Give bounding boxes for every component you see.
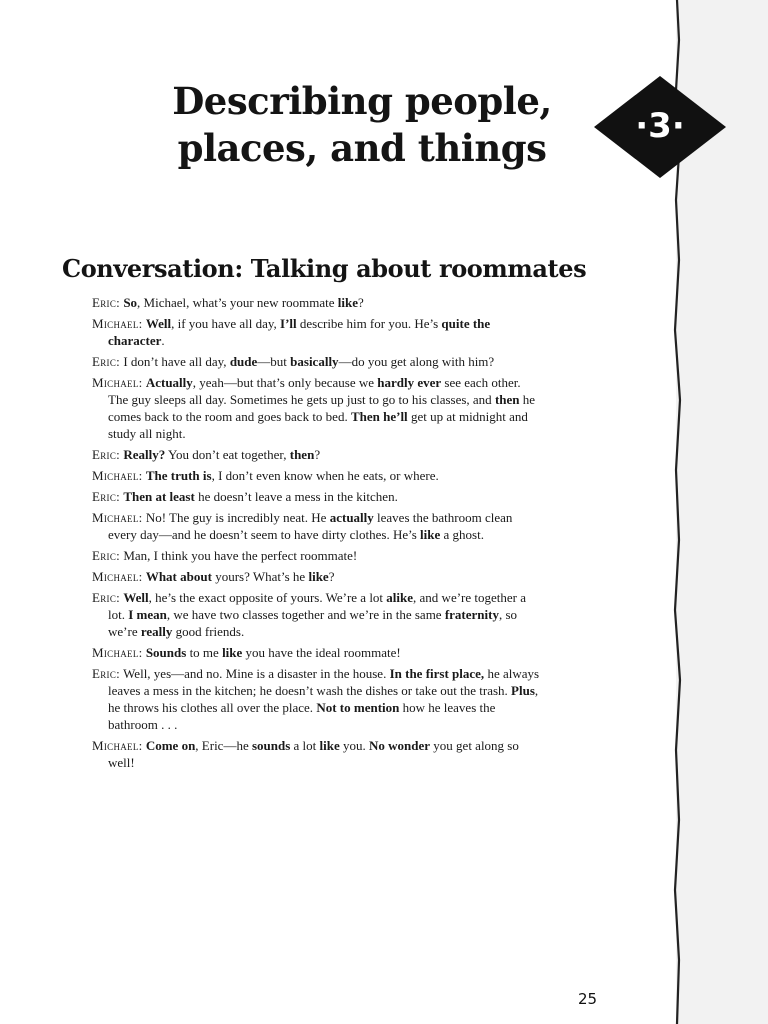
bold-phrase: then bbox=[289, 447, 315, 462]
speaker-name: Eric: bbox=[92, 354, 121, 369]
chapter-title-line: places, and things bbox=[177, 126, 547, 170]
page-number: 25 bbox=[578, 990, 598, 1008]
text-segment: see each other. The guy sleeps all day. Sometimes he gets up just to go to his classes, and bbox=[108, 375, 521, 407]
text-segment: . bbox=[161, 333, 165, 348]
dialogue-text bbox=[108, 666, 539, 732]
bold-phrase: I’ll bbox=[280, 316, 297, 331]
text-segment: you have the ideal roommate! bbox=[242, 645, 401, 660]
bold-phrase: dude bbox=[229, 354, 258, 369]
speaker-name: Eric: bbox=[92, 295, 121, 310]
bold-phrase: No wonder bbox=[369, 738, 431, 753]
dialogue-turn bbox=[92, 446, 540, 463]
bold-phrase: Well bbox=[145, 316, 172, 331]
bold-phrase: Actually bbox=[145, 375, 193, 390]
text-segment: , yeah—but that’s only because we bbox=[192, 375, 378, 390]
text-segment: , he throws his clothes all over the place. bbox=[108, 683, 539, 715]
speaker-name: Michael: bbox=[92, 510, 143, 525]
speaker-name: Eric: bbox=[92, 489, 121, 504]
dialogue-text bbox=[108, 510, 512, 542]
bold-phrase: like bbox=[337, 295, 359, 310]
speaker-name: Michael: bbox=[92, 468, 143, 483]
text-segment: leaves the bathroom clean every day—and he doesn’t seem to have dirty clothes. He’s bbox=[108, 510, 513, 542]
text-segment: ? bbox=[314, 447, 321, 462]
bold-phrase: like bbox=[420, 527, 441, 542]
dialogue-turn bbox=[92, 467, 540, 484]
bold-phrase: actually bbox=[329, 510, 374, 525]
dialogue-turn bbox=[92, 315, 540, 349]
speaker-name: Michael: bbox=[92, 738, 143, 753]
text-segment: good friends. bbox=[172, 624, 245, 639]
text-segment: he comes back to the room and goes back to bed. bbox=[108, 392, 536, 424]
dialogue-text bbox=[123, 447, 320, 462]
bold-phrase: In the first place, bbox=[389, 666, 485, 681]
chapter-number: ·3· bbox=[635, 106, 685, 146]
dialogue-turn bbox=[92, 568, 540, 585]
bold-phrase: I mean bbox=[128, 607, 167, 622]
text-segment: , so we’re bbox=[108, 607, 518, 639]
text-segment: , if you have all day, bbox=[171, 316, 281, 331]
bold-phrase: Plus bbox=[511, 683, 535, 698]
text-segment: ? bbox=[358, 295, 364, 310]
speaker-name: Eric: bbox=[92, 447, 121, 462]
dialogue-text bbox=[108, 316, 490, 348]
dialogue-turn bbox=[92, 353, 540, 370]
speaker-name: Michael: bbox=[92, 375, 143, 390]
bold-phrase: Sounds bbox=[145, 645, 187, 660]
text-segment: a ghost. bbox=[440, 527, 484, 542]
bold-phrase: like bbox=[319, 738, 340, 753]
text-segment: No! The guy is incredibly neat. He bbox=[145, 510, 330, 525]
bold-phrase: What about bbox=[145, 569, 212, 584]
bold-phrase: Not to mention bbox=[316, 700, 400, 715]
dialogue-text bbox=[123, 489, 398, 504]
bold-phrase: then bbox=[494, 392, 520, 407]
bold-phrase: like bbox=[308, 569, 329, 584]
text-segment: Man, I think you have the perfect roommate! bbox=[123, 548, 358, 563]
text-segment: describe him for you. He’s bbox=[296, 316, 442, 331]
bold-phrase: Well bbox=[123, 590, 149, 605]
dialogue-turn bbox=[92, 644, 540, 661]
dialogue-text bbox=[123, 548, 357, 563]
speaker-name: Michael: bbox=[92, 316, 143, 331]
text-segment: , I don’t even know when he eats, or where. bbox=[211, 468, 439, 483]
dialogue bbox=[92, 294, 540, 775]
text-segment: Well, yes—and no. Mine is a disaster in the house. bbox=[123, 666, 390, 681]
bold-phrase: Come on bbox=[145, 738, 196, 753]
dialogue-text bbox=[123, 295, 363, 310]
bold-phrase: really bbox=[140, 624, 173, 639]
dialogue-text bbox=[146, 569, 335, 584]
bold-phrase: like bbox=[222, 645, 243, 660]
section-heading: Conversation: Talking about roommates bbox=[62, 254, 587, 283]
dialogue-text bbox=[146, 645, 401, 660]
dialogue-turn bbox=[92, 547, 540, 564]
dialogue-turn bbox=[92, 509, 540, 543]
bold-phrase: Then he’ll bbox=[350, 409, 408, 424]
text-segment: , we have two classes together and we’re in the same bbox=[166, 607, 445, 622]
bold-phrase: sounds bbox=[251, 738, 291, 753]
dialogue-turn bbox=[92, 488, 540, 505]
dialogue-text bbox=[123, 354, 494, 369]
text-segment: I don’t have all day, bbox=[123, 354, 230, 369]
dialogue-text bbox=[108, 590, 526, 639]
text-segment: —do you get along with him? bbox=[338, 354, 495, 369]
speaker-name: Michael: bbox=[92, 569, 143, 584]
speaker-name: Eric: bbox=[92, 666, 121, 681]
text-segment: a lot bbox=[290, 738, 320, 753]
dialogue-turn bbox=[92, 374, 540, 442]
text-segment: You don’t eat together, bbox=[165, 447, 290, 462]
chapter-title bbox=[152, 78, 572, 172]
text-segment: to me bbox=[186, 645, 223, 660]
bold-phrase: Then at least bbox=[123, 489, 195, 504]
bold-phrase: hardly ever bbox=[377, 375, 442, 390]
text-segment: —but bbox=[257, 354, 291, 369]
dialogue-turn bbox=[92, 737, 540, 771]
bold-phrase: quite the character bbox=[108, 316, 491, 348]
text-segment: , Eric—he bbox=[195, 738, 252, 753]
text-segment: , Michael, what’s your new roommate bbox=[137, 295, 338, 310]
dialogue-turn bbox=[92, 589, 540, 640]
dialogue-turn bbox=[92, 294, 540, 311]
dialogue-text bbox=[108, 375, 535, 441]
text-segment: yours? What’s he bbox=[211, 569, 309, 584]
dialogue-text bbox=[146, 468, 439, 483]
dialogue-turn bbox=[92, 665, 540, 733]
bold-phrase: Really? bbox=[123, 447, 166, 462]
speaker-name: Michael: bbox=[92, 645, 143, 660]
bold-phrase: The truth is bbox=[145, 468, 212, 483]
text-segment: ? bbox=[328, 569, 335, 584]
text-segment: , he’s the exact opposite of yours. We’re a lot bbox=[148, 590, 387, 605]
text-segment: you get along so well! bbox=[108, 738, 519, 770]
bold-phrase: So bbox=[123, 295, 138, 310]
dialogue-text bbox=[108, 738, 519, 770]
bold-phrase: fraternity bbox=[444, 607, 499, 622]
chapter-title-line: Describing people, bbox=[172, 79, 552, 123]
speaker-name: Eric: bbox=[92, 590, 121, 605]
text-segment: how he leaves the bathroom . . . bbox=[108, 700, 496, 732]
text-segment: you. bbox=[339, 738, 370, 753]
bold-phrase: alike bbox=[386, 590, 414, 605]
text-segment: , and we’re together a lot. bbox=[108, 590, 527, 622]
text-segment: he doesn’t leave a mess in the kitchen. bbox=[194, 489, 398, 504]
text-segment: get up at midnight and study all night. bbox=[108, 409, 528, 441]
speaker-name: Eric: bbox=[92, 548, 121, 563]
bold-phrase: basically bbox=[290, 354, 339, 369]
text-segment: he always leaves a mess in the kitchen; he doesn’t wash the dishes or take out the trash. bbox=[108, 666, 540, 698]
